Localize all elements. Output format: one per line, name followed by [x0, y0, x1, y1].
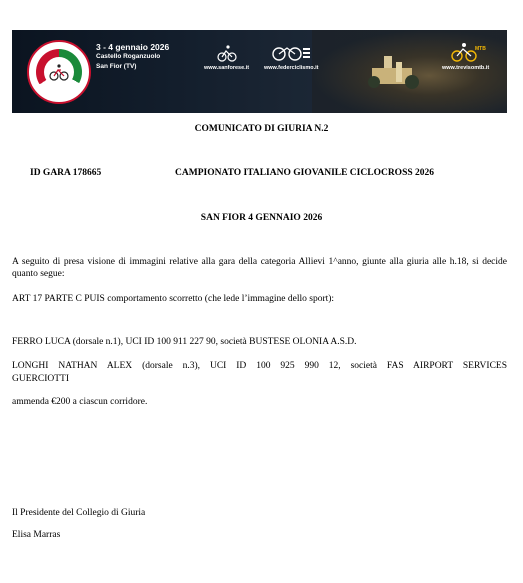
treviso-mtb-icon: [448, 42, 484, 62]
place-date: SAN FIOR 4 GENNAIO 2026: [200, 213, 323, 223]
communique-heading: COMUNICATO DI GIURIA N.2: [194, 124, 329, 134]
event-date: 3 - 4 gennaio 2026: [96, 42, 170, 52]
rider-longhi-line2: GUERCIOTTI: [12, 374, 69, 384]
castle-icon: [362, 48, 422, 90]
signature-name: Elisa Marras: [12, 530, 61, 540]
championship-logo: [27, 40, 91, 104]
sponsor-url: www.federciclismo.it: [264, 65, 319, 71]
rider-longhi-line1: LONGHI NATHAN ALEX (dorsale n.3), UCI ID 100 925 990 12, società FAS AIRPORT SERVICES: [12, 361, 507, 371]
event-info: [96, 42, 169, 72]
article-reference: ART 17 PARTE C PUIS comportamento scorretto (che lede l’immagine dello sport):: [12, 294, 335, 304]
sponsor-federciclismo: [264, 44, 319, 71]
cyclist-icon: [49, 62, 69, 82]
event-venue: Castello Roganzuolo: [96, 53, 161, 60]
sponsor-url: www.trevisomtb.it: [442, 65, 490, 71]
event-location: San Fior (TV): [96, 63, 137, 70]
sponsor-sanforese: [204, 44, 249, 71]
intro-paragraph: A seguito di presa visione di immagini relative alla gara della categoria Allievi 1^anno, giunte alla giuria alle h.18, si decide quanto segue:: [12, 257, 507, 279]
svg-text:MTB: MTB: [474, 46, 486, 52]
sponsor-trevisomtb: [442, 42, 489, 71]
rider-ferro: FERRO LUCA (dorsale n.1), UCI ID 100 911 227 90, società BUSTESE OLONIA A.S.D.: [12, 337, 357, 347]
sponsor-url: www.sanforese.it: [204, 65, 250, 71]
race-id: ID GARA 178665: [30, 168, 102, 178]
cyclist-icon: [217, 44, 237, 62]
header-banner: [12, 30, 507, 113]
championship-title: CAMPIONATO ITALIANO GIOVANILE CICLOCROSS 2026: [175, 168, 435, 178]
signature-role: Il Presidente del Collegio di Giuria: [12, 508, 146, 518]
fci-bike-icon: [271, 44, 311, 62]
penalty: ammenda €200 a ciascun corridore.: [12, 397, 148, 407]
